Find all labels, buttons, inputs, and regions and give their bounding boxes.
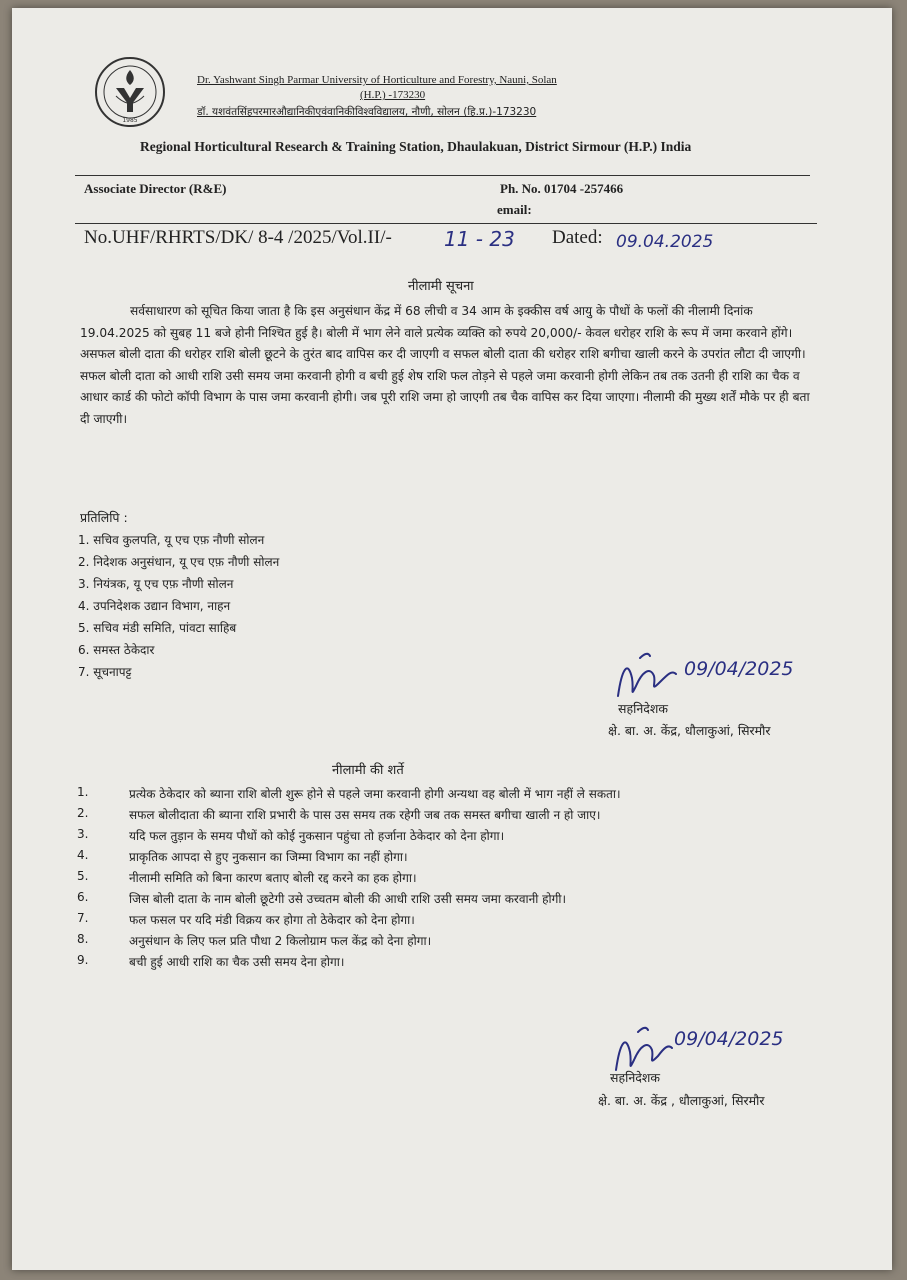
email-label: email:	[497, 202, 532, 217]
university-pin: (H.P.) -173230	[360, 89, 426, 101]
phone-number: Ph. No. 01704 -257466	[500, 181, 624, 196]
copy-to-item: 6. समस्त ठेकेदार	[78, 643, 155, 657]
header-rule-top	[75, 175, 810, 176]
condition-number: 7.	[77, 911, 89, 925]
condition-text: प्रत्येक ठेकेदार को ब्याना राशि बोली शुरू होने से पहले जमा करवानी होगी अन्यथा वह बोली में भाग नहीं ले सकता।	[129, 787, 621, 801]
copy-to-item: 1. सचिव कुलपति, यू एच एफ़ नौणी सोलन	[78, 533, 265, 547]
condition-text: जिस बोली दाता के नाम बोली छूटेगी उसे उच्चतम बोली की आधी राशि उसी समय जमा करवानी होगी।	[129, 892, 567, 906]
copy-to-item: 3. नियंत्रक, यू एच एफ़ नौणी सोलन	[78, 577, 234, 591]
condition-text: प्राकृतिक आपदा से हुए नुकसान का जिम्मा विभाग का नहीं होगा।	[129, 850, 408, 864]
condition-text: बची हुई आधी राशि का चैक उसी समय देना होगा।	[129, 955, 345, 969]
signature-date: 09/04/2025	[674, 1028, 784, 1050]
logo-year: 1985	[122, 117, 138, 124]
reference-handwritten-number: 11 - 23	[444, 227, 515, 251]
signatory-title: सहनिदेशक	[610, 1070, 661, 1085]
document-page	[12, 8, 892, 1270]
condition-number: 1.	[77, 785, 89, 799]
signatory-title: सहनिदेशक	[618, 701, 669, 716]
copy-to-item: 4. उपनिदेशक उद्यान विभाग, नाहन	[78, 599, 231, 613]
designation: Associate Director (R&E)	[84, 181, 227, 196]
header-rule-bottom	[75, 223, 817, 224]
condition-text: अनुसंधान के लिए फल प्रति पौधा 2 किलोग्राम फल केंद्र को देना होगा।	[129, 934, 432, 948]
condition-number: 8.	[77, 932, 89, 946]
copy-to-item: 5. सचिव मंडी समिति, पांवटा साहिब	[78, 621, 237, 635]
condition-text: यदि फल तुड़ान के समय पौधों को कोई नुकसान पहुंचा तो हर्जाना ठेकेदार को देना होगा।	[129, 829, 505, 843]
university-name-en: Dr. Yashwant Singh Parmar University of Horticulture and Forestry, Nauni, Solan	[197, 74, 557, 86]
condition-text: सफल बोलीदाता की ब्याना राशि प्रभारी के पास उस समय तक रहेगी जब तक समस्त बगीचा खाली न हो जाए।	[129, 808, 601, 822]
copy-to-heading: प्रतिलिपि :	[80, 510, 128, 525]
university-name-hi: डॉ. यशवंतसिंहपरमारऔद्यानिकीएवंवानिकीविश्वविद्यालय, नौणी, सोलन (हि.प्र.)-173230	[197, 106, 537, 118]
dated-label: Dated:	[552, 227, 603, 248]
condition-text: नीलामी समिति को बिना कारण बताए बोली रद्द करने का हक होगा।	[129, 871, 417, 885]
notice-title: नीलामी सूचना	[408, 279, 474, 294]
conditions-title: नीलामी की शर्ते	[332, 763, 404, 778]
station-name: Regional Horticultural Research & Training Station, Dhaulakuan, District Sirmour (H.P.) India	[140, 139, 692, 154]
condition-number: 4.	[77, 848, 89, 862]
signatory-office: क्षे. बा. अ. केंद्र, धौलाकुआं, सिरमौर	[608, 723, 771, 738]
condition-number: 6.	[77, 890, 89, 904]
reference-number: No.UHF/RHRTS/DK/ 8-4 /2025/Vol.II/-	[84, 227, 392, 248]
signature-date: 09/04/2025	[684, 658, 794, 680]
copy-to-item: 2. निदेशक अनुसंधान, यू एच एफ़ नौणी सोलन	[78, 555, 280, 569]
condition-number: 9.	[77, 953, 89, 967]
condition-number: 2.	[77, 806, 89, 820]
signatory-office: क्षे. बा. अ. केंद्र , धौलाकुआं, सिरमौर	[598, 1093, 765, 1108]
condition-number: 3.	[77, 827, 89, 841]
copy-to-item: 7. सूचनापट्ट	[78, 665, 132, 679]
condition-text: फल फसल पर यदि मंडी विक्रय कर होगा तो ठेकेदार को देना होगा।	[129, 913, 415, 927]
handwritten-date: 09.04.2025	[616, 232, 714, 252]
university-logo	[94, 56, 166, 128]
condition-number: 5.	[77, 869, 89, 883]
notice-body: सर्वसाधारण को सूचित किया जाता है कि इस अनुसंधान केंद्र में 68 लीची व 34 आम के इक्कीस वर्ष आयु के पौधों के फलों की नीलामी दिनांक 19.04.2025 को सुबह 11 बजे होनी निश्चित हुई है। बोली में भाग लेने वाले प्रत्येक व्यक्ति को रुपये 20,000/- केवल धरोहर राशि के रूप में जमा करवाने होंगे। असफल बोली दाता की धरोहर राशि बोली छूटने के तुरंत बाद वापिस कर दी जाएगी व सफल बोली दाता की धरोहर राशि बगीचा खाली करने के उपरांत लौटा दी जाएगी। सफल बोली दाता को आधी राशि उसी समय जमा करवानी होगी व बची हुई शेष राशि फल तोड़ने से पहले जमा करवानी होगी लेकिन तब तक उतनी ही राशि का चैक व आधार कार्ड की फोटो कॉपी विभाग के पास जमा करवानी होगी। जब पूरी राशि जमा हो जाएगी तब चैक वापिस कर दिया जाएगा। नीलामी की मुख्य शर्तें मौके पर ही बता दी जाएगी।	[80, 304, 810, 426]
